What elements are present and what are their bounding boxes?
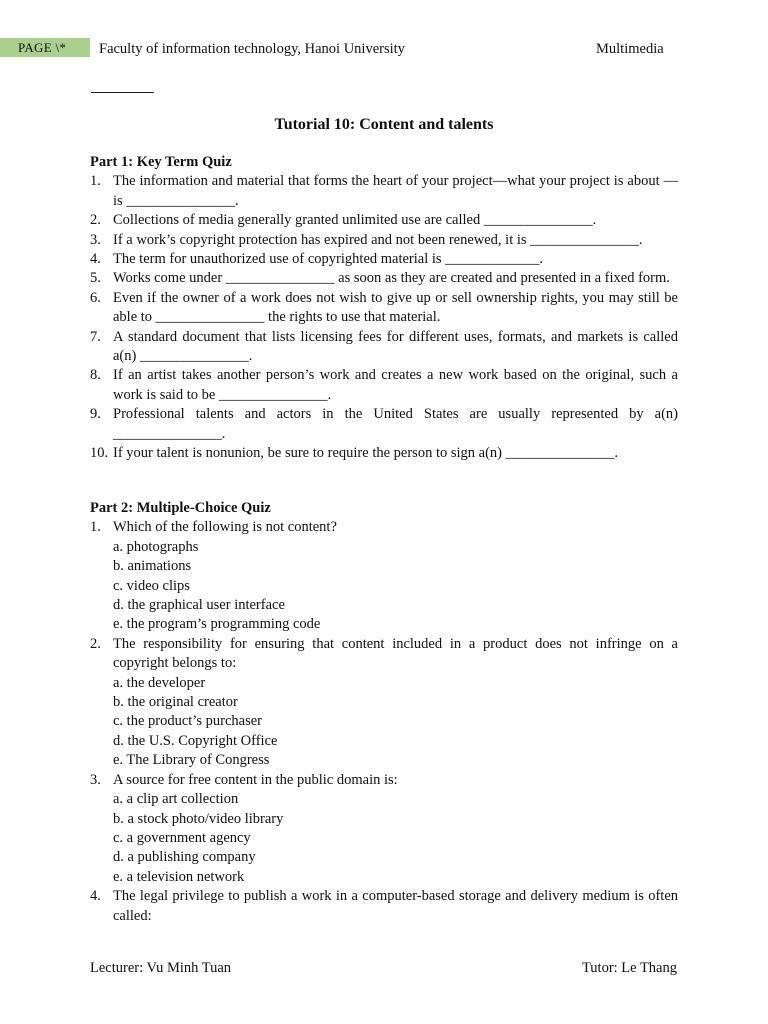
item-number: 8.	[90, 367, 101, 384]
answer-option: c. a government agency	[113, 829, 251, 846]
header-rule	[91, 92, 154, 93]
quiz-item	[90, 172, 678, 211]
header-institution: Faculty of information technology, Hanoi University	[99, 41, 405, 57]
quiz-item	[90, 405, 678, 444]
question-text: A source for free content in the public domain is:	[113, 771, 398, 788]
item-number: 3.	[90, 231, 101, 248]
document-title: Tutorial 10: Content and talents	[274, 116, 494, 133]
item-number: 1.	[90, 173, 101, 190]
answer-option: e. a television network	[113, 868, 245, 885]
question-text: The responsibility for ensuring that content included in a product does not infringe on a copyright belongs to:	[113, 635, 678, 672]
quiz-item	[90, 211, 678, 230]
item-text: Collections of media generally granted unlimited use are called _______________.	[113, 212, 597, 229]
part2-section	[90, 499, 678, 926]
item-text: If a work’s copyright protection has expired and not been renewed, it is _______________.	[113, 231, 643, 248]
answer-option: b. the original creator	[113, 694, 238, 711]
answer-option: a. the developer	[113, 674, 206, 691]
item-number: 4.	[90, 251, 101, 268]
item-number: 2.	[90, 212, 101, 229]
answer-option: b. animations	[113, 558, 192, 575]
item-text: If an artist takes another person’s work and creates a new work based on the original, such a work is said to be _______________.	[113, 367, 678, 403]
answer-option: e. the program’s programming code	[113, 616, 321, 633]
question-number: 3.	[90, 771, 101, 788]
question-number: 4.	[90, 888, 101, 905]
part2-heading: Part 2: Multiple-Choice Quiz	[90, 500, 271, 516]
mc-question	[90, 518, 678, 537]
quiz-item	[90, 231, 678, 250]
item-text: Professional talents and actors in the United States are usually represented by a(n) _______________.	[113, 406, 678, 442]
item-text: Even if the owner of a work does not wish to give up or sell ownership rights, you may still be able to _______________ the rights to use that material.	[113, 289, 678, 326]
answer-option: c. video clips	[113, 577, 190, 594]
quiz-item	[90, 269, 678, 288]
part1-heading: Part 1: Key Term Quiz	[90, 154, 232, 170]
header-course: Multimedia	[596, 41, 664, 57]
page-field-label: PAGE \*	[0, 38, 90, 57]
item-text: The term for unauthorized use of copyrighted material is _____________.	[113, 251, 544, 268]
answer-option: c. the product’s purchaser	[113, 713, 262, 730]
answer-option: a. photographs	[113, 538, 199, 555]
answer-option: a. a clip art collection	[113, 791, 239, 808]
quiz-item	[90, 328, 678, 367]
item-text: Works come under _______________ as soon as they are created and presented in a fixed form.	[113, 270, 670, 287]
answer-option: e. The Library of Congress	[113, 752, 270, 769]
item-text: The information and material that forms the heart of your project—what your project is about —is _______________.	[113, 173, 678, 209]
quiz-item	[90, 250, 678, 269]
quiz-item	[90, 289, 678, 328]
answer-option: d. the graphical user interface	[113, 597, 285, 614]
part1-section	[90, 153, 678, 464]
answer-option: b. a stock photo/video library	[113, 810, 284, 827]
answer-option: d. the U.S. Copyright Office	[113, 732, 278, 749]
part1-list	[90, 172, 678, 463]
footer-tutor: Tutor: Le Thang	[581, 960, 677, 976]
item-text: If your talent is nonunion, be sure to require the person to sign a(n) _______________.	[113, 445, 618, 462]
footer-lecturer: Lecturer: Vu Minh Tuan	[90, 960, 232, 976]
mc-question	[90, 887, 678, 926]
quiz-item	[90, 444, 678, 463]
question-text: The legal privilege to publish a work in a computer-based storage and delivery medium is often called:	[113, 888, 678, 924]
item-number: 7.	[90, 328, 101, 345]
question-text: Which of the following is not content?	[113, 519, 337, 536]
question-number: 1.	[90, 519, 101, 536]
quiz-item	[90, 366, 678, 405]
item-number: 10.	[90, 445, 109, 462]
item-text: A standard document that lists licensing fees for different uses, formats, and markets is called a(n) _______________.	[113, 328, 678, 365]
item-number: 6.	[90, 289, 101, 306]
mc-question	[90, 771, 678, 790]
item-number: 5.	[90, 270, 101, 287]
question-number: 2.	[90, 635, 101, 652]
item-number: 9.	[90, 406, 101, 423]
answer-option: d. a publishing company	[113, 849, 256, 866]
mc-question	[90, 635, 678, 674]
